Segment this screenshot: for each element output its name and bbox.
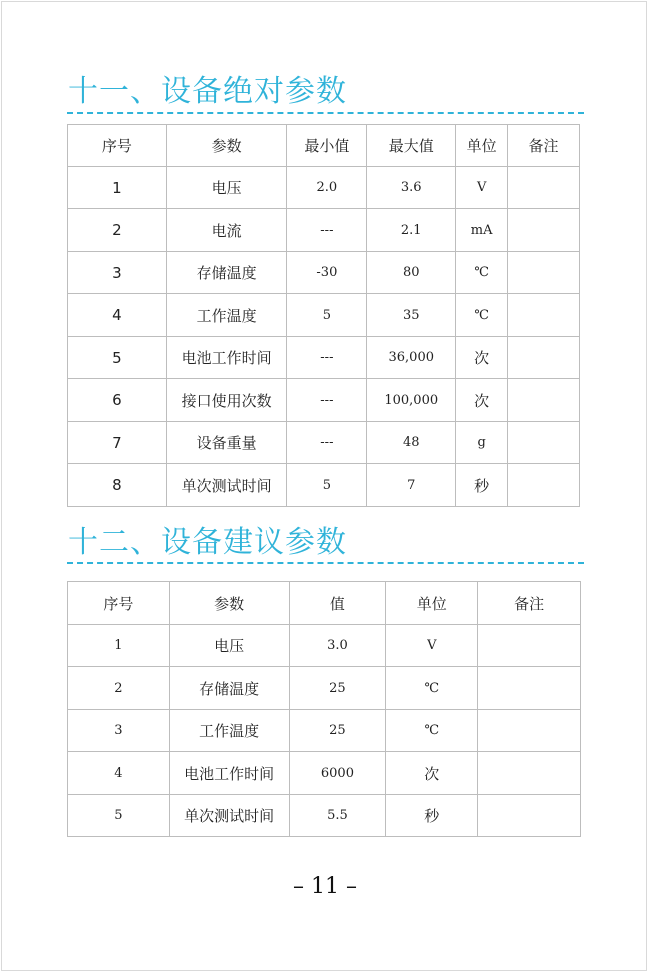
absolute-params-table [67, 124, 580, 507]
table-row [68, 252, 580, 294]
cell-note [508, 422, 580, 464]
cell-param: 电压 [166, 167, 287, 209]
cell-max: 48 [367, 422, 456, 464]
page-number: – 11 – [293, 874, 357, 899]
cell-unit: 次 [456, 379, 508, 422]
header-cell: 单位 [386, 582, 478, 625]
cell-param: 设备重量 [166, 422, 287, 464]
cell-note [478, 795, 581, 837]
table-header-row [68, 582, 581, 625]
cell-max: 2.1 [367, 209, 456, 252]
cell-param: 存储温度 [166, 252, 287, 294]
cell-param: 工作温度 [169, 710, 289, 752]
header-cell: 序号 [68, 582, 170, 625]
cell-max: 80 [367, 252, 456, 294]
cell-param: 电池工作时间 [169, 752, 289, 795]
cell-max: 3.6 [367, 167, 456, 209]
table-row [68, 752, 581, 795]
table-row [68, 710, 581, 752]
header-cell: 参数 [166, 125, 287, 167]
header-cell: 值 [289, 582, 386, 625]
cell-note [478, 625, 581, 667]
cell-index: 4 [68, 294, 167, 337]
table-row [68, 422, 580, 464]
cell-unit: ℃ [386, 710, 478, 752]
cell-index: 6 [68, 379, 167, 422]
cell-index: 4 [68, 752, 170, 795]
cell-param: 电流 [166, 209, 287, 252]
cell-min: 2.0 [287, 167, 367, 209]
header-cell: 最大值 [367, 125, 456, 167]
header-cell: 备注 [478, 582, 581, 625]
cell-min: --- [287, 379, 367, 422]
cell-unit: 秒 [456, 464, 508, 507]
cell-min: 5 [287, 464, 367, 507]
table-header-row [68, 125, 580, 167]
cell-unit: g [456, 422, 508, 464]
section-divider [67, 562, 584, 564]
cell-max: 36,000 [367, 337, 456, 379]
cell-param: 接口使用次数 [166, 379, 287, 422]
table-row [68, 167, 580, 209]
cell-note [508, 464, 580, 507]
table-row [68, 464, 580, 507]
cell-index: 1 [68, 625, 170, 667]
cell-max: 35 [367, 294, 456, 337]
cell-min: --- [287, 209, 367, 252]
cell-note [508, 252, 580, 294]
cell-unit: 次 [456, 337, 508, 379]
table-row [68, 667, 581, 710]
cell-note [508, 379, 580, 422]
cell-min: 5 [287, 294, 367, 337]
section-divider [67, 112, 584, 114]
header-cell: 参数 [169, 582, 289, 625]
cell-index: 3 [68, 252, 167, 294]
cell-unit: 秒 [386, 795, 478, 837]
cell-param: 工作温度 [166, 294, 287, 337]
cell-unit: ℃ [456, 252, 508, 294]
header-cell: 单位 [456, 125, 508, 167]
header-cell: 最小值 [287, 125, 367, 167]
cell-note [508, 209, 580, 252]
cell-unit: V [386, 625, 478, 667]
cell-index: 1 [68, 167, 167, 209]
table-row [68, 294, 580, 337]
cell-index: 7 [68, 422, 167, 464]
table-row [68, 625, 581, 667]
cell-min: --- [287, 422, 367, 464]
header-cell: 备注 [508, 125, 580, 167]
cell-note [478, 667, 581, 710]
cell-max: 100,000 [367, 379, 456, 422]
cell-param: 单次测试时间 [166, 464, 287, 507]
cell-note [478, 710, 581, 752]
cell-value: 25 [289, 710, 386, 752]
cell-note [508, 294, 580, 337]
section-title-absolute-params: 十一、设备绝对参数 [68, 74, 347, 109]
table-row [68, 209, 580, 252]
cell-index: 8 [68, 464, 167, 507]
cell-index: 2 [68, 667, 170, 710]
cell-param: 存储温度 [169, 667, 289, 710]
cell-note [478, 752, 581, 795]
cell-param: 单次测试时间 [169, 795, 289, 837]
table-row [68, 379, 580, 422]
cell-min: --- [287, 337, 367, 379]
cell-unit: 次 [386, 752, 478, 795]
cell-value: 3.0 [289, 625, 386, 667]
cell-index: 3 [68, 710, 170, 752]
cell-unit: V [456, 167, 508, 209]
header-cell: 序号 [68, 125, 167, 167]
table-row [68, 337, 580, 379]
cell-unit: ℃ [386, 667, 478, 710]
recommended-params-table [67, 581, 581, 837]
cell-note [508, 167, 580, 209]
section-title-recommended-params: 十二、设备建议参数 [68, 525, 347, 560]
cell-note [508, 337, 580, 379]
cell-value: 25 [289, 667, 386, 710]
cell-index: 5 [68, 795, 170, 837]
cell-index: 5 [68, 337, 167, 379]
table-row [68, 795, 581, 837]
cell-max: 7 [367, 464, 456, 507]
cell-value: 5.5 [289, 795, 386, 837]
cell-min: -30 [287, 252, 367, 294]
cell-unit: mA [456, 209, 508, 252]
cell-param: 电池工作时间 [166, 337, 287, 379]
cell-param: 电压 [169, 625, 289, 667]
cell-index: 2 [68, 209, 167, 252]
cell-value: 6000 [289, 752, 386, 795]
cell-unit: ℃ [456, 294, 508, 337]
